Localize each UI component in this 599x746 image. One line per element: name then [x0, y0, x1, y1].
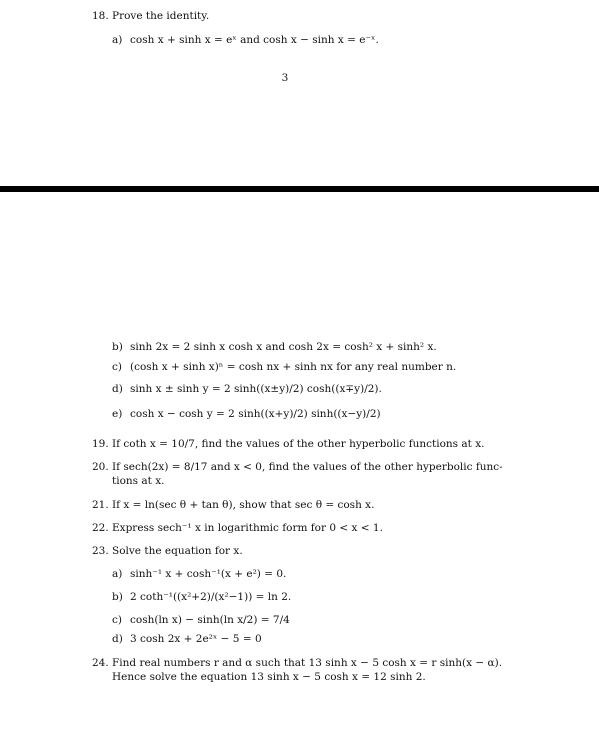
- problem-text: Solve the equation for x.: [112, 545, 243, 557]
- page-divider: [0, 186, 599, 192]
- part-label: b): [112, 341, 123, 353]
- page-number: 3: [281, 72, 289, 84]
- problem-text: If x = ln(sec θ + tan θ), show that sec θ = cosh x.: [112, 499, 375, 511]
- problem-text: Hence solve the equation 13 sinh x − 5 cosh x = 12 sinh 2.: [112, 671, 426, 683]
- part-text: cosh(ln x) − sinh(ln x/2) = 7/4: [130, 614, 290, 626]
- problem-number: 23.: [92, 545, 109, 557]
- part-text: cosh x + sinh x = eˣ and cosh x − sinh x = e⁻ˣ.: [130, 34, 379, 46]
- part-label: a): [112, 34, 123, 46]
- part-label: a): [112, 568, 123, 580]
- problem-text: Express sech⁻¹ x in logarithmic form for 0 < x < 1.: [112, 522, 383, 534]
- problem-text: Find real numbers r and α such that 13 sinh x − 5 cosh x = r sinh(x − α).: [112, 657, 503, 669]
- part-text: sinh x ± sinh y = 2 sinh((x±y)/2) cosh((x∓y)/2).: [130, 383, 382, 395]
- part-label: d): [112, 633, 123, 645]
- problem-text: Prove the identity.: [112, 10, 210, 22]
- problem-number: 18.: [92, 10, 109, 22]
- part-text: 3 cosh 2x + 2e²ˣ − 5 = 0: [130, 633, 262, 645]
- part-text: sinh 2x = 2 sinh x cosh x and cosh 2x = cosh² x + sinh² x.: [130, 341, 437, 353]
- part-label: c): [112, 614, 122, 626]
- part-text: 2 coth⁻¹((x²+2)/(x²−1)) = ln 2.: [130, 591, 292, 603]
- part-text: cosh x − cosh y = 2 sinh((x+y)/2) sinh((x−y)/2): [130, 408, 381, 420]
- part-text: (cosh x + sinh x)ⁿ = cosh nx + sinh nx for any real number n.: [130, 361, 457, 373]
- part-label: c): [112, 361, 122, 373]
- problem-number: 20.: [92, 461, 109, 473]
- problem-number: 21.: [92, 499, 109, 511]
- part-text: sinh⁻¹ x + cosh⁻¹(x + e²) = 0.: [130, 568, 287, 580]
- problem-number: 24.: [92, 657, 109, 669]
- problem-text: If coth x = 10/7, find the values of the other hyperbolic functions at x.: [112, 438, 485, 450]
- problem-number: 22.: [92, 522, 109, 534]
- problem-text: tions at x.: [112, 475, 165, 487]
- part-label: d): [112, 383, 123, 395]
- problem-text: If sech(2x) = 8/17 and x < 0, find the values of the other hyperbolic func-: [112, 461, 503, 473]
- problem-number: 19.: [92, 438, 109, 450]
- part-label: b): [112, 591, 123, 603]
- part-label: e): [112, 408, 123, 420]
